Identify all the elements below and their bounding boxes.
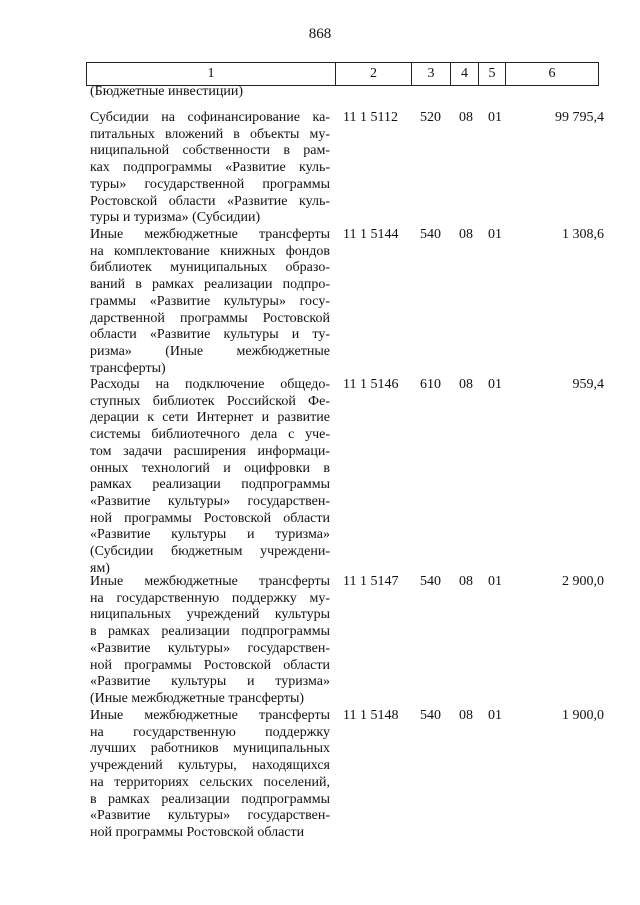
row-section: 08 — [459, 110, 473, 125]
description-line: в рамках реализации подпрограммы — [90, 791, 330, 807]
header-col-6: 6 — [506, 63, 599, 86]
table-header — [86, 62, 599, 86]
row-description — [90, 227, 330, 377]
row-description — [90, 708, 330, 842]
description-line: онных технологий и оцифровки в — [90, 460, 330, 476]
description-line: (Субсидии бюджетным учреждени- — [90, 544, 330, 560]
description-line: туры» государственной программы — [90, 176, 330, 192]
description-line: питальных вложений в объекты му- — [90, 126, 330, 142]
row-description — [90, 110, 330, 227]
row-section: 08 — [459, 574, 473, 589]
description-line: дарственной программы Ростовской — [90, 310, 330, 326]
description-line: на государственную поддержку му- — [90, 590, 330, 606]
continuation-text: (Бюджетные инвестиции) — [90, 84, 244, 99]
row-description — [90, 377, 330, 577]
description-line: ям) — [90, 560, 110, 576]
description-line: лучших работников муниципальных — [90, 741, 330, 757]
description-line: рамках реализации подпрограммы — [90, 477, 330, 493]
description-line: граммы «Развитие культуры» госу- — [90, 293, 330, 309]
row-amount: 2 900,0 — [562, 574, 604, 589]
row-target-code: 11 1 5148 — [343, 708, 399, 723]
description-line: библиотек муниципальных образо- — [90, 260, 330, 276]
row-amount: 1 308,6 — [562, 227, 604, 242]
row-subsection: 01 — [488, 377, 502, 392]
description-line: (Иные межбюджетные трансферты) — [90, 690, 305, 706]
description-line: том задачи расширения информаци- — [90, 443, 330, 459]
description-line: ной программы Ростовской области — [90, 510, 330, 526]
row-target-code: 11 1 5144 — [343, 227, 399, 242]
description-line: на комплектование книжных фондов — [90, 243, 330, 259]
header-col-5: 5 — [479, 63, 506, 86]
description-line: «Развитие культуры и туризма» — [90, 527, 330, 543]
description-line: системы библиотечного дела с уче- — [90, 427, 330, 443]
page-number: 868 — [308, 26, 332, 42]
row-subsection: 01 — [488, 227, 502, 242]
header-col-4: 4 — [451, 63, 479, 86]
description-line: области «Развитие культуры и ту- — [90, 327, 330, 343]
row-subsection: 01 — [488, 110, 502, 125]
row-expense-type: 610 — [420, 377, 441, 392]
row-target-code: 11 1 5112 — [343, 110, 398, 125]
description-line: Расходы на подключение общедо- — [90, 377, 330, 392]
description-line: на государственную поддержку — [90, 724, 330, 740]
description-line: в рамках реализации подпрограммы — [90, 624, 330, 640]
header-col-3: 3 — [412, 63, 451, 86]
row-section: 08 — [459, 377, 473, 392]
description-line: «Развитие культуры» государствен- — [90, 808, 330, 824]
description-line: Иные межбюджетные трансферты — [90, 574, 330, 589]
row-target-code: 11 1 5146 — [343, 377, 399, 392]
description-line: трансферты) — [90, 360, 166, 376]
row-expense-type: 540 — [420, 227, 441, 242]
description-line: ниципальной собственности в рам- — [90, 143, 330, 159]
description-line: на территориях сельских поселений, — [90, 774, 330, 790]
description-line: ризма» (Иные межбюджетные — [90, 343, 330, 359]
description-line: ступных библиотек Российской Фе- — [90, 393, 330, 409]
description-line: ваний в рамках реализации подпро- — [90, 277, 330, 293]
header-col-1: 1 — [87, 63, 336, 86]
description-line: «Развитие культуры» государствен- — [90, 493, 330, 509]
row-description — [90, 574, 330, 708]
row-target-code: 11 1 5147 — [343, 574, 399, 589]
description-line: «Развитие культуры и туризма» — [90, 674, 330, 690]
description-line: дерации к сети Интернет и развитие — [90, 410, 330, 426]
row-amount: 1 900,0 — [562, 708, 604, 723]
description-line: туры и туризма» (Субсидии) — [90, 210, 261, 226]
row-amount: 959,4 — [572, 377, 604, 392]
description-line: Ростовской области «Развитие куль- — [90, 193, 330, 209]
row-section: 08 — [459, 227, 473, 242]
row-amount: 99 795,4 — [555, 110, 604, 125]
description-line: ках подпрограммы «Развитие куль- — [90, 160, 330, 176]
row-subsection: 01 — [488, 574, 502, 589]
description-line: ной программы Ростовской области — [90, 824, 305, 840]
description-line: учреждений культуры, находящихся — [90, 758, 330, 774]
description-line: Субсидии на софинансирование ка- — [90, 110, 330, 125]
description-line: Иные межбюджетные трансферты — [90, 708, 330, 723]
description-line: ной программы Ростовской области — [90, 657, 330, 673]
description-line: ниципальных учреждений культуры — [90, 607, 330, 623]
row-expense-type: 540 — [420, 708, 441, 723]
description-line: Иные межбюджетные трансферты — [90, 227, 330, 242]
row-subsection: 01 — [488, 708, 502, 723]
description-line: «Развитие культуры» государствен- — [90, 640, 330, 656]
row-section: 08 — [459, 708, 473, 723]
header-col-2: 2 — [336, 63, 412, 86]
row-expense-type: 520 — [420, 110, 441, 125]
row-expense-type: 540 — [420, 574, 441, 589]
